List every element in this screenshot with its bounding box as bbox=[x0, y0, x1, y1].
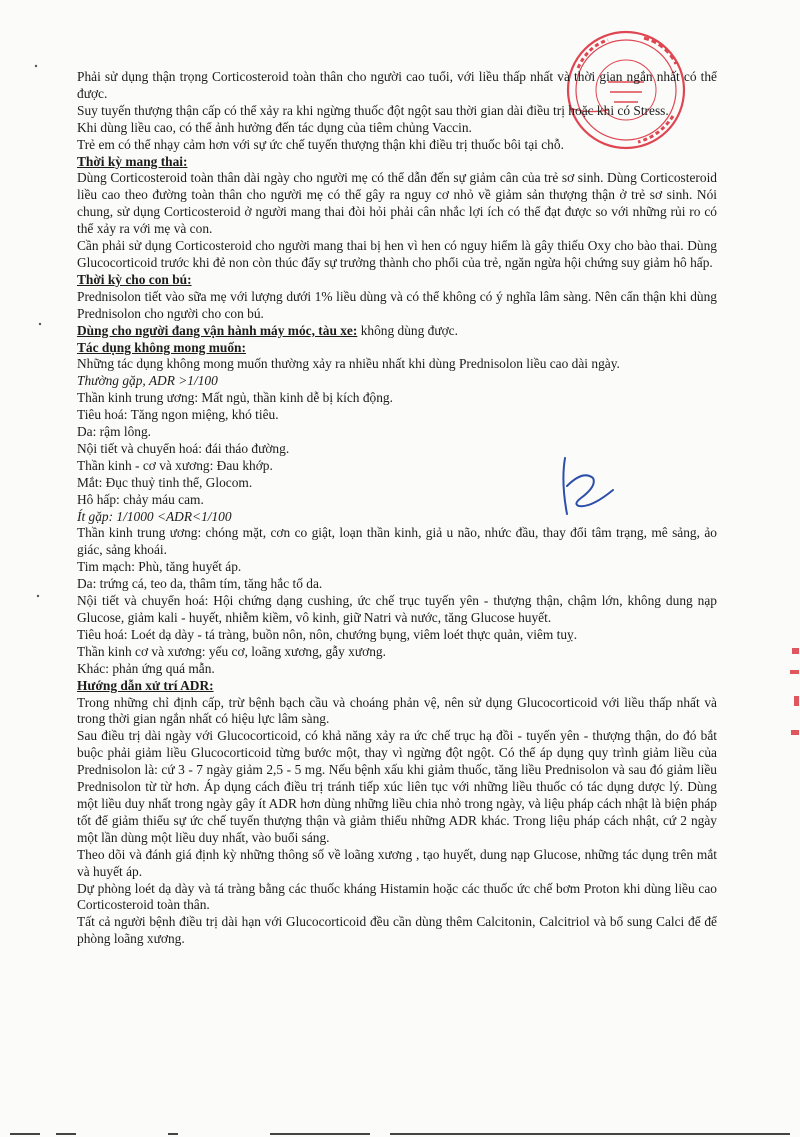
section-heading: Hướng dẫn xử trí ADR: bbox=[77, 677, 214, 693]
body-paragraph: Thần kinh - cơ và xương: Đau khớp. bbox=[77, 457, 273, 473]
frequency-label: Thường gặp, ADR >1/100 bbox=[77, 373, 218, 389]
body-paragraph: Suy tuyến thượng thận cấp có thể xảy ra khi ngừng thuốc đột ngột sau thời gian dài điều trị hoặc khi có Stress. bbox=[77, 102, 669, 118]
body-paragraph: Sau điều trị dài ngày với Glucocorticoid, có khả năng xảy ra ức chế trục hạ đồi - tuyến yên - thượng thận, do đó bắt buộc phải giảm liều Glucocorticoid từng bước một, thay vì ngừng đột ngột. Có thể áp dụng quy trình giảm liều của Prednisolon là: cứ 3 - 7 ngày giảm 2,5 - 5 mg. Nếu bệnh xấu khi giảm thuốc, tăng liều Prednisolon và sau đó giảm liều Prednisolon từ từ hơn. Áp dụng cách điều trị tránh tiếp xúc liên tục với những liều thuốc có tác dụng dược lý. Dùng một liều duy nhất trong ngày gây ít ADR hơn dùng những liều chia nhỏ trong ngày, và liệu pháp cách nhật là biện pháp tốt để giảm thiểu sự ức chế tuyến thượng thận và giảm thiểu những ADR khác. Trong liệu pháp cách nhật, cứ 2 ngày một lần dùng một liều duy nhất, vào buổi sáng. bbox=[77, 728, 717, 845]
body-paragraph: Mắt: Đục thuỷ tinh thể, Glocom. bbox=[77, 474, 253, 490]
body-paragraph: Nội tiết và chuyển hoá: đái tháo đường. bbox=[77, 440, 290, 456]
body-paragraph: Tiêu hoá: Loét dạ dày - tá tràng, buồn nôn, nôn, chướng bụng, viêm loét thực quản, viêm tuỵ. bbox=[77, 626, 578, 642]
body-paragraph: Prednisolon tiết vào sữa mẹ với lượng dưới 1% liều dùng và có thể không có ý nghĩa lâm sàng. Nên cẩn thận khi dùng Prednisolon cho người cho con bú. bbox=[77, 288, 717, 321]
frequency-label: Ít gặp: 1/1000 <ADR<1/100 bbox=[77, 508, 232, 524]
section-heading: Thời kỳ mang thai: bbox=[77, 153, 188, 169]
body-paragraph: Khác: phản ứng quá mẫn. bbox=[77, 660, 215, 676]
body-paragraph: Theo dõi và đánh giá định kỳ những thông số về loãng xương , tạo huyết, dung nạp Glucose, những tác dụng trên mắt và huyết áp. bbox=[77, 846, 717, 879]
body-paragraph: Phải sử dụng thận trọng Corticosteroid toàn thân cho người cao tuổi, với liều thấp nhất và thời gian ngắn nhất có thể được. bbox=[77, 69, 717, 101]
section-heading: Tác dụng không mong muốn: bbox=[77, 339, 246, 355]
document-body bbox=[77, 69, 717, 948]
body-paragraph: Khi dùng liều cao, có thể ảnh hưởng đến tác dụng của tiêm chủng Vaccin. bbox=[77, 119, 472, 135]
body-paragraph: Thần kinh trung ương: Mất ngủ, thần kinh dễ bị kích động. bbox=[77, 390, 393, 406]
body-paragraph: Tiêu hoá: Tăng ngon miệng, khó tiêu. bbox=[77, 407, 279, 423]
body-paragraph: Thần kinh cơ và xương: yếu cơ, loãng xương, gẫy xương. bbox=[77, 643, 386, 659]
edge-stamp-fragment bbox=[786, 640, 800, 750]
body-paragraph: Tất cả người bệnh điều trị dài hạn với Glucocorticoid đều cần dùng thêm Calcitonin, Calcitriol và bổ sung Calci để để phòng loãng xương. bbox=[77, 914, 717, 947]
inline-text: không dùng được. bbox=[357, 322, 458, 338]
body-paragraph: Hô hấp: chảy máu cam. bbox=[77, 491, 204, 507]
body-paragraph: Trong những chỉ định cấp, trừ bệnh bạch cầu và choáng phản vệ, nên sử dụng Glucocorticoid với liều thấp nhất và trong thời gian ngắn nhất có hiệu lực lâm sàng. bbox=[77, 694, 717, 727]
margin-dots bbox=[30, 60, 50, 760]
body-paragraph: Thần kinh trung ương: chóng mặt, cơn co giật, loạn thần kinh, giả u não, nhức đầu, thay đổi tâm trạng, mê sảng, ảo giác, sảng khoái. bbox=[77, 525, 717, 558]
inline-heading: Dùng cho người đang vận hành máy móc, tàu xe: bbox=[77, 322, 358, 338]
body-paragraph: Những tác dụng không mong muốn thường xảy ra nhiều nhất khi dùng Prednisolon liều cao dài ngày. bbox=[77, 356, 620, 372]
body-paragraph: Dự phòng loét dạ dày và tá tràng bằng các thuốc kháng Histamin hoặc các thuốc ức chế bơm Proton khi dùng liều cao Corticosteroid toàn thân. bbox=[77, 880, 717, 913]
body-paragraph: Nội tiết và chuyển hoá: Hội chứng dạng cushing, ức chế trục tuyến yên - thượng thận, chậm lớn, không dung nạp Glucose, giảm kali - huyết, nhiễm kiềm, vô kinh, giữ Natri và nước, tăng Glucose huyết. bbox=[77, 593, 717, 625]
body-paragraph: Da: rậm lông. bbox=[77, 424, 152, 440]
section-heading: Thời kỳ cho con bú: bbox=[77, 271, 192, 287]
body-paragraph: Tim mạch: Phù, tăng huyết áp. bbox=[77, 559, 242, 575]
body-paragraph: Cần phải sử dụng Corticosteroid cho người mang thai bị hen vì hen có nguy hiểm là gây thiếu Oxy cho bào thai. Dùng Glucocorticoid trước khi đẻ non còn thúc đẩy sự trưởng thành cho phổi của trẻ, ngăn ngừa hội chứng suy giảm hô hấp. bbox=[77, 238, 717, 270]
inline-heading-paragraph bbox=[77, 323, 717, 340]
body-paragraph: Dùng Corticosteroid toàn thân dài ngày cho người mẹ có thể dẫn đến sự giảm cân của trẻ sơ sinh. Dùng Corticosteroid liều cao theo đường toàn thân cho người mẹ có thể gây ra nguy cơ nhỏ về giảm sản thượng thận ở trẻ sơ sinh. Nói chung, sử dụng Corticosteroid ở người mang thai đòi hỏi phải cân nhắc lợi ích có thể đạt được so với những rủi ro có thể xảy ra với mẹ và con. bbox=[77, 170, 717, 237]
body-paragraph: Trẻ em có thể nhạy cảm hơn với sự ức chế tuyến thượng thận khi điều trị thuốc bôi tại chỗ. bbox=[77, 136, 564, 152]
body-paragraph: Da: trứng cá, teo da, thâm tím, tăng hắc tố da. bbox=[77, 576, 323, 592]
bottom-edge-marks bbox=[0, 1131, 800, 1137]
